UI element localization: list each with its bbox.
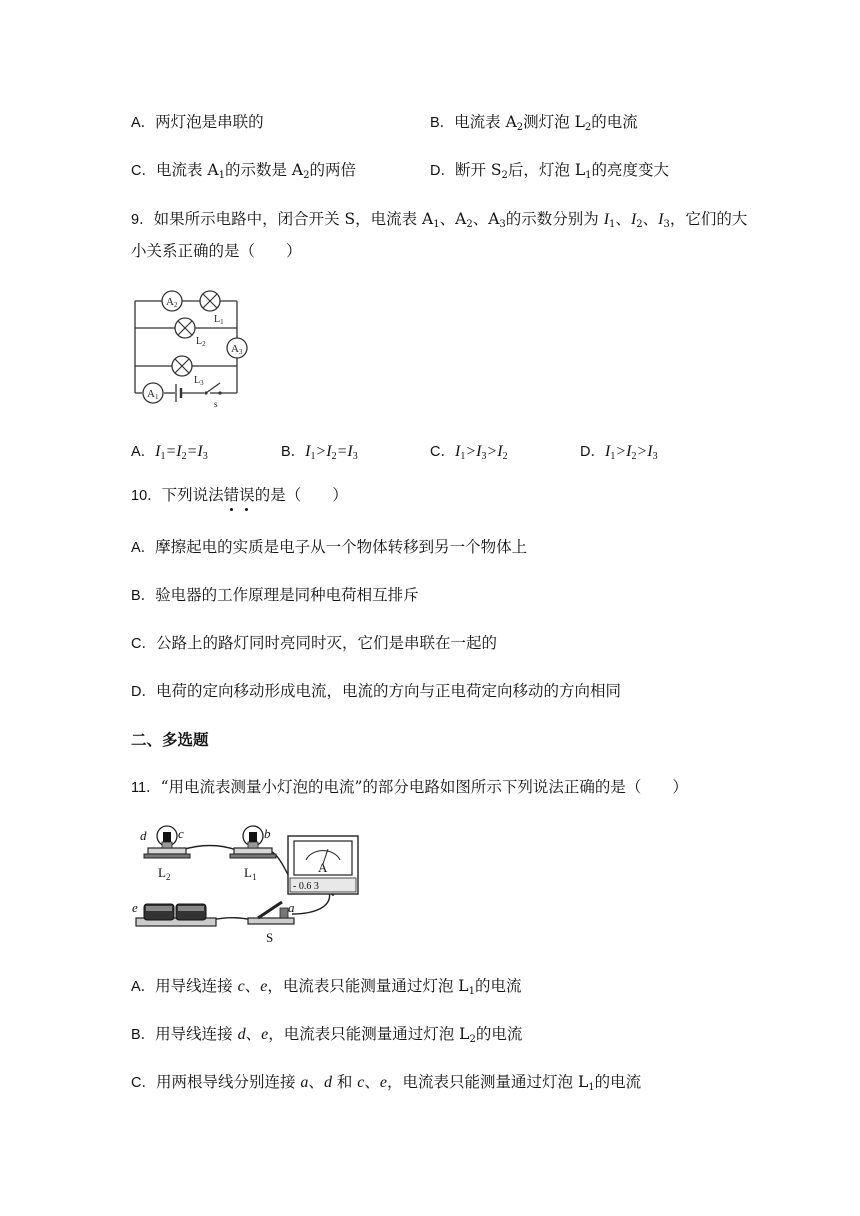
q10-stem: 10．下列说法错误的是（ ）	[131, 486, 348, 504]
battery-pack-icon	[136, 904, 216, 926]
q8-option-b: B．电流表 $A_2$测灯泡 $L_2$的电流	[430, 113, 638, 133]
q10-option-d: D．电荷的定向移动形成电流，电流的方向与正电荷定向移动的方向相同	[131, 682, 621, 700]
lamp-l3-icon	[172, 356, 192, 376]
svg-text:a: a	[288, 900, 295, 915]
section-heading-multiple-choice: 二、多选题	[131, 730, 209, 749]
svg-text:L1: $L_1$	[214, 314, 224, 326]
svg-text:L2: $L_2$	[196, 336, 206, 348]
svg-text:e: e	[132, 900, 138, 915]
lamp-l2-icon	[175, 318, 195, 338]
q11-option-b: B．用导线连接 d、e，电流表只能测量通过灯泡 $L_2$的电流	[131, 1025, 523, 1045]
battery-icon	[176, 384, 181, 402]
q9-option-d: D．$I_1>I_2>I_3$	[580, 443, 658, 462]
q10-option-c: C．公路上的路灯同时亮同时灭，它们是串联在一起的	[131, 634, 497, 652]
svg-text:- 0.6 3: - 0.6 3	[293, 881, 319, 892]
svg-text:A3: A3	[231, 343, 243, 356]
q9-stem-line2: 小关系正确的是（ ）	[131, 242, 302, 260]
q8-option-d: D．断开 $S_2$后，灯泡 $L_1$的亮度变大	[430, 161, 670, 181]
q9-option-a: A．$I_1=I_2=I_3$	[131, 443, 208, 462]
q11-stem: 11．“用电流表测量小灯泡的电流”的部分电路如图所示下列说法正确的是（ ）	[131, 778, 688, 796]
q9-option-c: C．$I_1>I_3>I_2$	[430, 443, 508, 462]
svg-text:L1: $L_1$	[244, 865, 257, 882]
svg-text:L2: $L_2$	[158, 865, 171, 882]
svg-text:d: d	[140, 828, 147, 843]
svg-text:S: S	[266, 930, 274, 945]
svg-text:A2: A2	[166, 296, 178, 309]
q9-option-b: B．$I_1>I_2=I_3$	[281, 443, 358, 462]
svg-text:b: b	[264, 826, 271, 841]
svg-text:A1: A1	[147, 388, 159, 401]
q11-circuit-figure	[130, 822, 366, 946]
q11-option-a: A．用导线连接 c、e，电流表只能测量通过灯泡 $L_1$的电流	[131, 977, 522, 997]
svg-text:L3: $L_3$	[194, 375, 204, 387]
svg-text:A: A	[318, 860, 328, 875]
svg-text:s: s	[214, 399, 218, 409]
q8-option-a: A．两灯泡是串联的	[131, 113, 264, 131]
q10-option-a: A．摩擦起电的实质是电子从一个物体转移到另一个物体上	[131, 538, 528, 556]
q11-option-c: C．用两根导线分别连接 a、d 和 c、e，电流表只能测量通过灯泡 $L_1$的电流	[131, 1073, 642, 1093]
svg-text:c: c	[178, 826, 184, 841]
q8-option-c: C．电流表 $A_1$的示数是 $A_2$的两倍	[131, 161, 356, 181]
lamp-l1-icon	[200, 291, 220, 311]
q9-stem-line1: 9．如果所示电路中，闭合开关 S，电流表 $A_1$、$A_2$、$A_3$的示数分别为 $I_1$、$I_2$、$I_3$，它们的大	[131, 210, 748, 230]
q10-option-b: B．验电器的工作原理是同种电荷相互排斥	[131, 586, 419, 604]
q9-circuit-diagram	[128, 286, 258, 410]
